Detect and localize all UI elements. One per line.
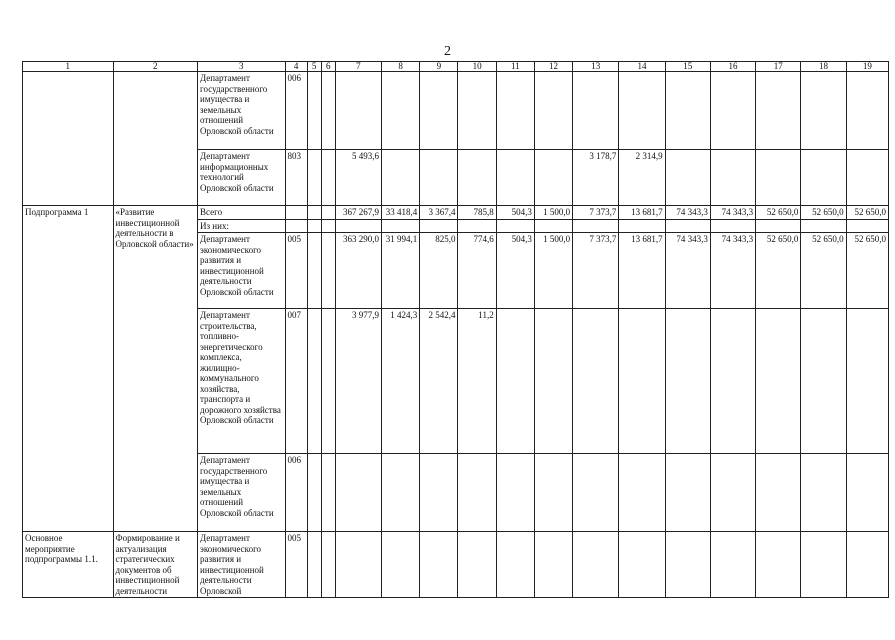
column-number-row: [23, 62, 889, 72]
table-row: [23, 206, 889, 220]
code-cell: 006: [285, 72, 307, 150]
col-header: 6: [321, 62, 335, 72]
department-cell: Департамент информационных технологий Орловской области: [198, 150, 286, 206]
value-cell: 52 650,0: [801, 233, 846, 309]
value-cell: 74 343,3: [710, 233, 755, 309]
value-cell: 363 290,0: [335, 233, 381, 309]
of-which-label: Из них:: [198, 219, 286, 233]
value-cell: 504,3: [496, 233, 534, 309]
subprogram-cell: Подпрограмма 1: [23, 206, 114, 532]
value-cell: 367 267,9: [335, 206, 381, 220]
col-header: 15: [665, 62, 710, 72]
budget-table: [22, 61, 889, 598]
code-cell: 007: [285, 309, 307, 454]
col-header: 19: [846, 62, 888, 72]
value-cell: 7 373,7: [573, 206, 619, 220]
value-cell: 74 343,3: [665, 206, 710, 220]
value-cell: 825,0: [420, 233, 458, 309]
value-cell: 7 373,7: [573, 233, 619, 309]
subprogram-title-cell: «Развитие инвестиционной деятельности в Орловской области»: [113, 206, 197, 532]
col-header: 1: [23, 62, 114, 72]
value-cell: 52 650,0: [756, 206, 801, 220]
cell: [113, 72, 197, 206]
value-cell: 1 500,0: [534, 206, 572, 220]
department-cell: Департамент экономического развития и инвестиционной деятельности Орловской области: [198, 233, 286, 309]
department-cell: Департамент строительства, топливно-энергетического комплекса, жилищно-коммунального хозяйства, транспорта и дорожного хозяйства Орловской области: [198, 309, 286, 454]
col-header: 13: [573, 62, 619, 72]
value-cell: 74 343,3: [665, 233, 710, 309]
department-cell: Департамент экономического развития и инвестиционной деятельности Орловской: [198, 532, 286, 598]
col-header: 8: [382, 62, 420, 72]
value-cell: 1 424,3: [382, 309, 420, 454]
measure-title-cell: Формирование и актуализация стратегических документов об инвестиционной деятельности: [113, 532, 197, 598]
table-row: [23, 72, 889, 150]
col-header: 4: [285, 62, 307, 72]
department-cell: Департамент государственного имущества и земельных отношений Орловской области: [198, 454, 286, 532]
col-header: 16: [710, 62, 755, 72]
col-header: 12: [534, 62, 572, 72]
value-cell: 52 650,0: [756, 233, 801, 309]
value-cell: 13 681,7: [619, 206, 665, 220]
value-cell: 5 493,6: [335, 150, 381, 206]
value-cell: 52 650,0: [846, 206, 888, 220]
value-cell: 504,3: [496, 206, 534, 220]
value-cell: 2 314,9: [619, 150, 665, 206]
code-cell: 005: [285, 532, 307, 598]
department-cell: Департамент государственного имущества и земельных отношений Орловской области: [198, 72, 286, 150]
value-cell: 52 650,0: [846, 233, 888, 309]
col-header: 10: [458, 62, 496, 72]
col-header: 9: [420, 62, 458, 72]
code-cell: 803: [285, 150, 307, 206]
measure-cell: Основное мероприятие подпрограммы 1.1.: [23, 532, 114, 598]
value-cell: 3 178,7: [573, 150, 619, 206]
col-header: 7: [335, 62, 381, 72]
value-cell: 3 367,4: [420, 206, 458, 220]
value-cell: 33 418,4: [382, 206, 420, 220]
col-header: 14: [619, 62, 665, 72]
col-header: 3: [198, 62, 286, 72]
table-row: [23, 532, 889, 598]
page-number: 2: [444, 44, 451, 59]
total-label: Всего: [198, 206, 286, 220]
code-cell: 006: [285, 454, 307, 532]
code-cell: 005: [285, 233, 307, 309]
cell: [23, 72, 114, 206]
value-cell: 2 542,4: [420, 309, 458, 454]
value-cell: 3 977,9: [335, 309, 381, 454]
col-header: 18: [801, 62, 846, 72]
value-cell: 31 994,1: [382, 233, 420, 309]
col-header: 2: [113, 62, 197, 72]
value-cell: 13 681,7: [619, 233, 665, 309]
col-header: 17: [756, 62, 801, 72]
value-cell: 74 343,3: [710, 206, 755, 220]
value-cell: 11,2: [458, 309, 496, 454]
value-cell: 774,6: [458, 233, 496, 309]
value-cell: 1 500,0: [534, 233, 572, 309]
value-cell: 785,8: [458, 206, 496, 220]
col-header: 11: [496, 62, 534, 72]
value-cell: 52 650,0: [801, 206, 846, 220]
col-header: 5: [307, 62, 321, 72]
